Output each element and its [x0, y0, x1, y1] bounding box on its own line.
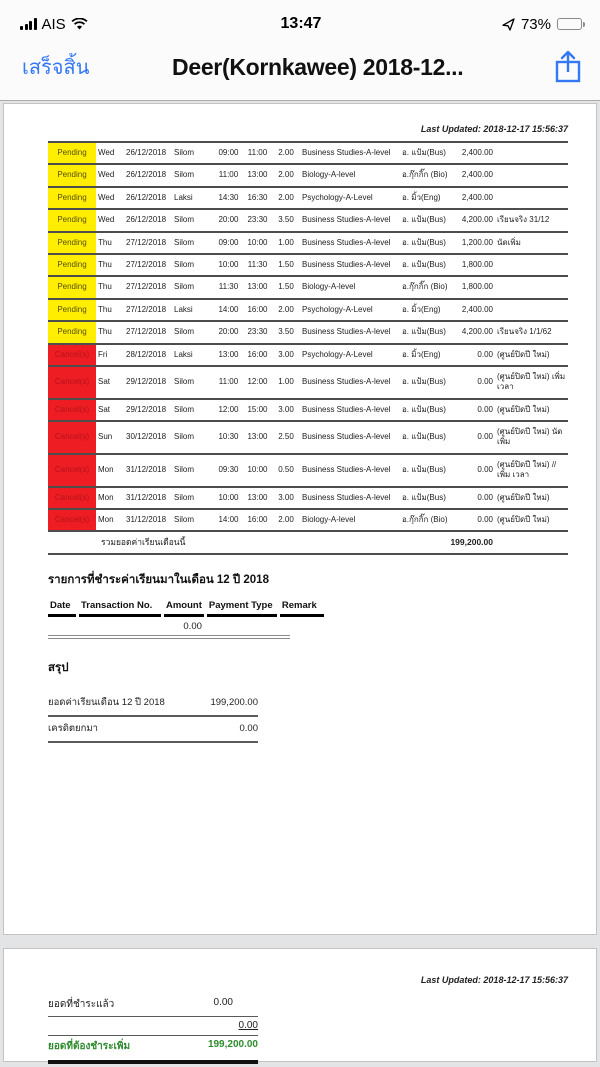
payments-header: Remark [280, 598, 324, 617]
schedule-row [48, 421, 568, 454]
document-title: Deer(Kornkawee) 2018-12... [172, 53, 464, 80]
cell-remark: (ศูนย์ปิดปี ใหม่) นัด เพิ่ม [495, 421, 568, 454]
cell-subject: Psychology-A-Level [300, 187, 400, 209]
cell-start: 20:00 [214, 321, 243, 343]
cell-amount: 0.00 [450, 487, 495, 509]
amount-due-row [48, 1036, 258, 1058]
cell-hours: 1.50 [272, 254, 300, 276]
location-arrow-icon [502, 18, 515, 31]
cell-remark [495, 276, 568, 298]
carrier-label: AIS [41, 15, 66, 33]
cell-teacher: อ. แป้ม(Bus) [400, 142, 450, 164]
cell-start: 13:00 [214, 344, 243, 366]
cell-hours: 1.00 [272, 366, 300, 399]
cell-day: Mon [96, 454, 124, 487]
cell-amount: 2,400.00 [450, 142, 495, 164]
paid-row [48, 994, 258, 1017]
clock: 13:47 [280, 15, 322, 32]
schedule-report-page [3, 103, 597, 935]
schedule-row [48, 232, 568, 254]
cell-location: Silom [172, 454, 214, 487]
cell-end: 15:00 [243, 399, 272, 421]
cell-day: Mon [96, 487, 124, 509]
status-badge: Pending [48, 164, 96, 186]
cell-end: 23:30 [243, 209, 272, 231]
cell-date: 31/12/2018 [124, 454, 172, 487]
cell-location: Laksi [172, 187, 214, 209]
cell-end: 13:00 [243, 421, 272, 454]
total-amount: 199,200.00 [300, 531, 495, 554]
cell-location: Silom [172, 399, 214, 421]
schedule-row [48, 321, 568, 343]
status-badge: Pending [48, 187, 96, 209]
cell-day: Mon [96, 509, 124, 531]
schedule-row [48, 344, 568, 366]
status-badge: Pending [48, 276, 96, 298]
status-badge: Pending [48, 254, 96, 276]
summary-table [48, 691, 258, 743]
cell-teacher: อ.กุ๊กกิ๊ก (Bio) [400, 276, 450, 298]
cell-start: 10:00 [214, 254, 243, 276]
cell-remark [495, 254, 568, 276]
cell-date: 26/12/2018 [124, 142, 172, 164]
cell-hours: 2.00 [272, 164, 300, 186]
wifi-icon [71, 18, 88, 30]
cell-location: Silom [172, 276, 214, 298]
cell-teacher: อ.กุ๊กกิ๊ก (Bio) [400, 509, 450, 531]
cell-subject: Biology-A-level [300, 276, 400, 298]
cell-hours: 2.00 [272, 509, 300, 531]
cell-date: 26/12/2018 [124, 209, 172, 231]
balance-bottom-rule [48, 1060, 258, 1064]
cell-date: 31/12/2018 [124, 487, 172, 509]
cell-remark: (ศูนย์ปิดปี ใหม่) [495, 344, 568, 366]
status-badge: Pending [48, 142, 96, 164]
cell-location: Silom [172, 164, 214, 186]
schedule-table-body [48, 142, 568, 531]
cell-day: Sat [96, 366, 124, 399]
summary-value: 0.00 [168, 716, 258, 742]
cell-end: 16:00 [243, 344, 272, 366]
cell-hours: 0.50 [272, 454, 300, 487]
subtotal-value: 0.00 [238, 1020, 258, 1031]
cell-hours: 1.00 [272, 232, 300, 254]
cell-remark [495, 187, 568, 209]
cell-amount: 0.00 [450, 421, 495, 454]
cell-remark: (ศูนย์ปิดปี ใหม่) //เพิ่ม เวลา [495, 454, 568, 487]
cell-amount: 1,800.00 [450, 254, 495, 276]
summary-label: เครดิตยกมา [48, 716, 168, 742]
status-badge: Pending [48, 209, 96, 231]
cell-subject: Business Studies-A-level [300, 254, 400, 276]
cell-location: Silom [172, 366, 214, 399]
cell-end: 11:00 [243, 142, 272, 164]
payments-header: Transaction No. [79, 598, 161, 617]
cell-date: 27/12/2018 [124, 299, 172, 321]
schedule-row [48, 454, 568, 487]
amount-due-label: ยอดที่ต้องชำระเพิ่ม [48, 1041, 131, 1052]
cell-location: Silom [172, 142, 214, 164]
cell-location: Silom [172, 254, 214, 276]
cell-day: Thu [96, 321, 124, 343]
cell-start: 14:30 [214, 187, 243, 209]
payments-header: Amount [164, 598, 204, 617]
balance-page [3, 948, 597, 1062]
schedule-row [48, 209, 568, 231]
cell-date: 27/12/2018 [124, 276, 172, 298]
schedule-row [48, 164, 568, 186]
last-updated-label-2: Last Updated: 2018-12-17 15:56:37 [420, 975, 568, 985]
cell-amount: 0.00 [450, 399, 495, 421]
cell-start: 14:00 [214, 509, 243, 531]
cell-location: Silom [172, 487, 214, 509]
payments-amount-value: 0.00 [183, 621, 202, 633]
cell-end: 23:30 [243, 321, 272, 343]
cell-day: Wed [96, 209, 124, 231]
cell-date: 26/12/2018 [124, 164, 172, 186]
cell-day: Fri [96, 344, 124, 366]
cell-hours: 3.00 [272, 399, 300, 421]
payments-table [45, 598, 327, 635]
cell-day: Thu [96, 254, 124, 276]
cell-day: Wed [96, 187, 124, 209]
cell-subject: Psychology-A-Level [300, 299, 400, 321]
summary-table-body [48, 691, 258, 742]
cell-start: 11:30 [214, 276, 243, 298]
cell-amount: 4,200.00 [450, 209, 495, 231]
status-badge: Cancel(s) [48, 344, 96, 366]
cell-teacher: อ.กุ๊กกิ๊ก (Bio) [400, 164, 450, 186]
cell-day: Wed [96, 142, 124, 164]
status-badge: Pending [48, 232, 96, 254]
summary-row [48, 716, 258, 742]
cell-date: 27/12/2018 [124, 254, 172, 276]
payments-empty-row [48, 617, 324, 635]
cell-day: Thu [96, 232, 124, 254]
status-badge: Cancel(s) [48, 421, 96, 454]
summary-value: 199,200.00 [168, 691, 258, 716]
cell-remark: (ศูนย์ปิดปี ใหม่) เพิ่ม เวลา [495, 366, 568, 399]
cell-amount: 2,400.00 [450, 164, 495, 186]
cell-location: Silom [172, 321, 214, 343]
cell-remark [495, 299, 568, 321]
cell-date: 31/12/2018 [124, 509, 172, 531]
cell-teacher: อ. แป้ม(Bus) [400, 487, 450, 509]
cell-subject: Business Studies-A-level [300, 232, 400, 254]
cell-hours: 3.50 [272, 209, 300, 231]
last-updated-label: Last Updated: 2018-12-17 15:56:37 [420, 124, 568, 134]
schedule-total-row [48, 531, 568, 554]
schedule-row [48, 254, 568, 276]
cell-remark: เรียนจริง 1/1/62 [495, 321, 568, 343]
cell-location: Silom [172, 509, 214, 531]
schedule-row [48, 487, 568, 509]
status-badge: Cancel(s) [48, 399, 96, 421]
cell-amount: 1,200.00 [450, 232, 495, 254]
cell-hours: 2.50 [272, 421, 300, 454]
cell-date: 29/12/2018 [124, 366, 172, 399]
cell-start: 14:00 [214, 299, 243, 321]
schedule-row [48, 142, 568, 164]
cell-teacher: อ. แป้ม(Bus) [400, 321, 450, 343]
paid-value: 0.00 [213, 997, 233, 1008]
share-icon [554, 50, 582, 84]
cell-remark: (ศูนย์ปิดปี ใหม่) [495, 399, 568, 421]
cell-subject: Business Studies-A-level [300, 142, 400, 164]
cell-date: 27/12/2018 [124, 232, 172, 254]
top-chrome [0, 0, 600, 101]
pdf-viewer[interactable] [0, 101, 600, 1067]
cell-start: 11:00 [214, 366, 243, 399]
status-badge: Pending [48, 321, 96, 343]
navigation-bar [0, 40, 600, 100]
cell-end: 13:00 [243, 487, 272, 509]
cell-subject: Psychology-A-Level [300, 344, 400, 366]
cell-hours: 2.00 [272, 142, 300, 164]
cell-end: 16:00 [243, 509, 272, 531]
cell-amount: 4,200.00 [450, 321, 495, 343]
payments-header: Payment Type [207, 598, 277, 617]
cell-teacher: อ. แป้ม(Bus) [400, 399, 450, 421]
cell-location: Laksi [172, 344, 214, 366]
cell-hours: 3.00 [272, 487, 300, 509]
done-button[interactable]: เสร็จสิ้น [22, 57, 90, 79]
cell-amount: 0.00 [450, 366, 495, 399]
cell-subject: Business Studies-A-level [300, 421, 400, 454]
share-button[interactable] [554, 50, 582, 84]
cell-date: 26/12/2018 [124, 187, 172, 209]
payments-table-bottom-rule [48, 635, 290, 639]
cell-day: Wed [96, 164, 124, 186]
cell-hours: 3.00 [272, 344, 300, 366]
cell-subject: Business Studies-A-level [300, 366, 400, 399]
cell-start: 11:00 [214, 164, 243, 186]
cell-amount: 2,400.00 [450, 187, 495, 209]
cell-start: 10:30 [214, 421, 243, 454]
cell-teacher: อ. มิ้ว(Eng) [400, 299, 450, 321]
cell-day: Sun [96, 421, 124, 454]
cell-end: 12:00 [243, 366, 272, 399]
cell-end: 16:30 [243, 187, 272, 209]
cell-amount: 0.00 [450, 344, 495, 366]
subtotal-row [48, 1017, 258, 1036]
cell-amount: 0.00 [450, 454, 495, 487]
status-bar [0, 0, 600, 40]
total-label: รวมยอดค่าเรียนเดือนนี้ [96, 531, 300, 554]
cell-amount: 0.00 [450, 509, 495, 531]
cell-date: 29/12/2018 [124, 399, 172, 421]
cell-day: Sat [96, 399, 124, 421]
cell-day: Thu [96, 276, 124, 298]
battery-icon [557, 18, 582, 30]
status-badge: Pending [48, 299, 96, 321]
cell-location: Silom [172, 232, 214, 254]
paid-label: ยอดที่ชำระแล้ว [48, 999, 115, 1010]
cell-hours: 2.00 [272, 299, 300, 321]
cell-remark [495, 142, 568, 164]
cell-date: 30/12/2018 [124, 421, 172, 454]
battery-percent-label: 73% [520, 15, 551, 33]
cell-remark [495, 164, 568, 186]
cell-teacher: อ. มิ้ว(Eng) [400, 187, 450, 209]
balance-summary [48, 994, 258, 1064]
cell-start: 09:00 [214, 232, 243, 254]
cell-end: 11:30 [243, 254, 272, 276]
signal-strength-icon [20, 18, 37, 30]
summary-title: สรุป [48, 662, 69, 675]
payments-section-title: รายการที่ชำระค่าเรียนมาในเดือน 12 ปี 2018 [48, 574, 269, 587]
cell-start: 10:00 [214, 487, 243, 509]
schedule-row [48, 276, 568, 298]
payments-header: Date [48, 598, 76, 617]
cell-subject: Business Studies-A-level [300, 399, 400, 421]
schedule-row [48, 366, 568, 399]
cell-end: 16:00 [243, 299, 272, 321]
cell-remark: (ศูนย์ปิดปี ใหม่) [495, 509, 568, 531]
summary-row [48, 691, 258, 716]
summary-label: ยอดค่าเรียนเดือน 12 ปี 2018 [48, 691, 168, 716]
cell-amount: 2,400.00 [450, 299, 495, 321]
cell-teacher: อ. แป้ม(Bus) [400, 232, 450, 254]
cell-start: 12:00 [214, 399, 243, 421]
cell-teacher: อ. แป้ม(Bus) [400, 254, 450, 276]
status-badge: Cancel(s) [48, 366, 96, 399]
cell-date: 27/12/2018 [124, 321, 172, 343]
cell-subject: Biology-A-level [300, 509, 400, 531]
cell-subject: Business Studies-A-level [300, 454, 400, 487]
cell-subject: Business Studies-A-level [300, 487, 400, 509]
cell-end: 13:00 [243, 164, 272, 186]
cell-hours: 2.00 [272, 187, 300, 209]
cell-teacher: อ. แป้ม(Bus) [400, 421, 450, 454]
cell-subject: Business Studies-A-level [300, 321, 400, 343]
cell-start: 09:00 [214, 142, 243, 164]
cell-teacher: อ. แป้ม(Bus) [400, 454, 450, 487]
cell-location: Silom [172, 209, 214, 231]
schedule-row [48, 399, 568, 421]
status-badge: Cancel(s) [48, 509, 96, 531]
cell-teacher: อ. แป้ม(Bus) [400, 366, 450, 399]
cell-remark: เรียนจริง 31/12 [495, 209, 568, 231]
status-badge: Cancel(s) [48, 454, 96, 487]
cell-hours: 3.50 [272, 321, 300, 343]
status-badge: Cancel(s) [48, 487, 96, 509]
cell-start: 09:30 [214, 454, 243, 487]
cell-end: 10:00 [243, 454, 272, 487]
schedule-row [48, 187, 568, 209]
schedule-row [48, 299, 568, 321]
schedule-table [48, 141, 568, 555]
cell-start: 20:00 [214, 209, 243, 231]
cell-location: Laksi [172, 299, 214, 321]
cell-location: Silom [172, 421, 214, 454]
amount-due-value: 199,200.00 [207, 1039, 258, 1050]
cell-subject: Biology-A-level [300, 164, 400, 186]
cell-amount: 1,800.00 [450, 276, 495, 298]
schedule-row [48, 509, 568, 531]
cell-remark: (ศูนย์ปิดปี ใหม่) [495, 487, 568, 509]
cell-teacher: อ. แป้ม(Bus) [400, 209, 450, 231]
cell-teacher: อ. มิ้ว(Eng) [400, 344, 450, 366]
cell-day: Thu [96, 299, 124, 321]
payments-header-row [48, 598, 324, 617]
cell-date: 28/12/2018 [124, 344, 172, 366]
cell-subject: Business Studies-A-level [300, 209, 400, 231]
cell-remark: นัดเพิ่ม [495, 232, 568, 254]
cell-end: 10:00 [243, 232, 272, 254]
cell-hours: 1.50 [272, 276, 300, 298]
cell-end: 13:00 [243, 276, 272, 298]
